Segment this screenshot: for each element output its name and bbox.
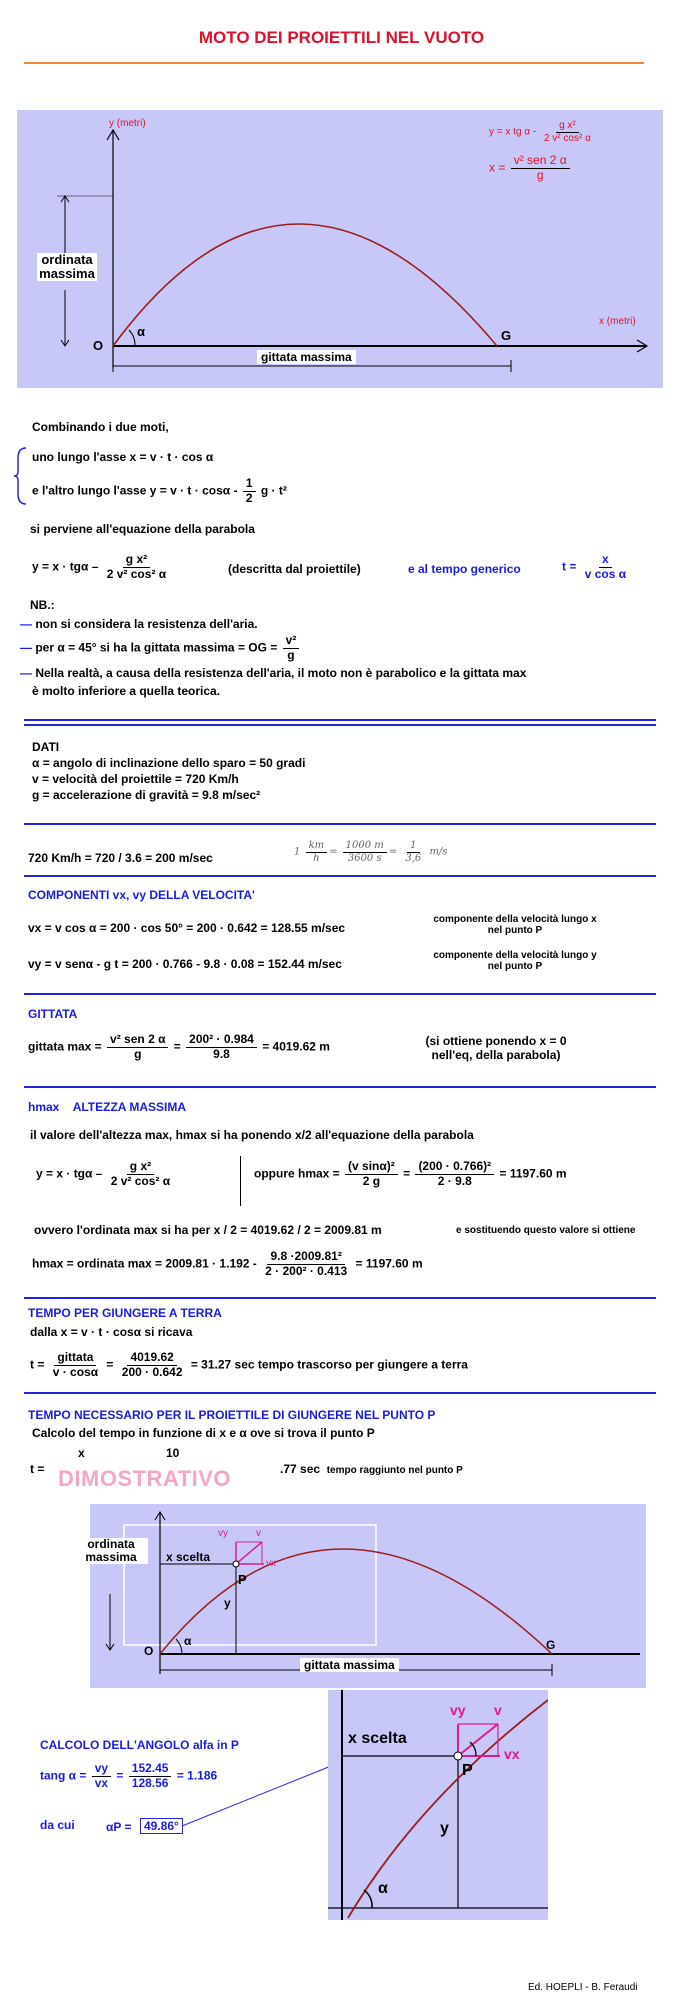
hmax-sostituendo: e sostituendo questo valore si ottiene	[456, 1225, 636, 1236]
conversion-text: 720 Km/h = 720 / 3.6 = 200 m/sec	[28, 851, 213, 865]
hmax-f1-den: 2 g	[362, 1173, 381, 1188]
nb-line2-num: v²	[283, 634, 300, 649]
intro-line2-num: 1	[243, 477, 256, 492]
d3-y: y	[440, 1820, 449, 1837]
componenti-heading: COMPONENTI vx, vy DELLA VELOCITA'	[28, 888, 255, 902]
hmax-heading	[28, 1100, 186, 1114]
tempo-p-num-10: 10	[166, 1446, 180, 1460]
divider	[24, 719, 656, 721]
g-label: G	[501, 328, 512, 343]
separator-line	[240, 1156, 241, 1206]
footer-credit: Ed. HOEPLI - B. Feraudi	[528, 1982, 638, 1993]
conv-f1-num: km	[306, 840, 328, 853]
intro-line2-den: 2	[245, 490, 253, 505]
point-p-diagram	[85, 1504, 646, 1688]
angolo-f1-num: vy	[92, 1762, 111, 1777]
tempo-p-lhs: t =	[30, 1462, 45, 1476]
tempo-terra-f1-den: v · cosα	[52, 1364, 99, 1379]
vx-line: vx = v cos α = 200 · cos 50° = 200 · 0.642 = 128.55 m/sec	[28, 921, 346, 935]
divider	[24, 1297, 656, 1299]
formula-x-lhs: x =	[489, 160, 506, 175]
conv-f3-tail: m/s	[429, 846, 448, 858]
gittata-label: gittata massima	[257, 350, 356, 364]
nb-line2-lhs: per α = 45° si ha la gittata massima = OG =	[35, 640, 278, 655]
nb-line1: — non si considera la resistenza dell'aria.	[20, 617, 258, 631]
d2-alpha: α	[184, 1634, 192, 1648]
angolo-lhs: tang α =	[40, 1768, 87, 1783]
tempo-terra-formula: t = $\frac{\text{gittata}}{v \cdot \cos\alpha}$ = $\frac{4019.62}{200 \cdot 0.642}$ = 31.27 sec tempo trascorso per giungere a terra	[30, 1350, 468, 1379]
angolo-f2-den: 128.56	[131, 1775, 169, 1790]
hmax-final-result: = 1197.60 m	[355, 1256, 423, 1271]
hmax-final	[32, 1250, 423, 1279]
d2-vy: vy	[218, 1528, 228, 1539]
t-eq-num: x	[599, 553, 612, 568]
intro-line1: uno lungo l'asse x = v · t · cos α	[32, 450, 214, 464]
hmax-f1-num: (v sinα)²	[345, 1160, 398, 1175]
hmax-heading-b: ALTEZZA MASSIMA	[72, 1100, 187, 1114]
d2-o: O	[144, 1644, 154, 1658]
dati-line1: α = angolo di inclinazione dello sparo = 50 gradi	[32, 756, 306, 770]
conv-f1-den: h	[313, 852, 320, 864]
trajectory-diagram	[17, 110, 663, 388]
formula-y-lhs: y = x tg α -	[489, 126, 537, 138]
angolo-f1-den: vx	[94, 1775, 109, 1790]
tempo-terra-dalla: dalla x = v · t · cosα si ricava	[30, 1325, 193, 1339]
formula-x	[489, 154, 572, 183]
parabola-equation	[32, 553, 171, 582]
conv-f3-den: 3,6	[405, 852, 422, 864]
d2-p: P	[238, 1572, 247, 1587]
tempo-p-calcolo: Calcolo del tempo in funzione di x e α ove si trova il punto P	[32, 1426, 375, 1440]
vy-note2: nel punto P	[487, 961, 543, 972]
angolo-alpha-p: αP =	[106, 1820, 132, 1834]
intro-line2	[32, 477, 287, 506]
conv-f2-num: 1000 m	[343, 840, 387, 853]
gittata-f2-den: 9.8	[213, 1046, 230, 1061]
hmax-final-den: 2 · 200² · 0.413	[265, 1263, 348, 1278]
d2-gittata: gittata massima	[300, 1658, 399, 1672]
tempo-p-num-x: x	[78, 1446, 85, 1460]
conversion-formula: 1 $\frac{km}{h}$ = $\frac{1000 m}{3600 s}$ = $\frac{1}{3,6}$ m/s	[294, 840, 448, 864]
d2-ordinata: ordinata massima	[74, 1538, 148, 1564]
d3-vx: vx	[504, 1746, 520, 1762]
divider	[24, 993, 656, 995]
gittata-f2-num: 200² · 0.984	[186, 1033, 257, 1048]
conv-f3-num: 1	[407, 840, 419, 853]
vy-note	[420, 950, 610, 972]
divider	[24, 1392, 656, 1394]
angolo-f2-num: 152.45	[129, 1762, 172, 1777]
tempo-p-heading: TEMPO NECESSARIO PER IL PROIETTILE DI GIUNGERE NEL PUNTO P	[28, 1408, 436, 1422]
angle-zoom-diagram	[328, 1690, 548, 1920]
divider	[24, 1086, 656, 1088]
tempo-p-result-val: .77 sec	[280, 1462, 321, 1476]
nb-line3-text: Nella realtà, a causa della resistenza dell'aria, il moto non è parabolico e la gittata max	[35, 666, 527, 680]
conv-lead: 1	[294, 846, 301, 858]
intro-line2-rhs: g · t²	[260, 483, 287, 498]
hmax-oppure-lhs: oppure hmax =	[254, 1166, 340, 1181]
divider	[24, 823, 656, 825]
gittata-note2: nell'eq, della parabola)	[431, 1048, 561, 1062]
tempo-generico-text: e al tempo generico	[408, 562, 521, 576]
x-axis-label: x (metri)	[599, 316, 636, 327]
tempo-terra-result: = 31.27 sec tempo trascorso per giungere a terra	[190, 1357, 468, 1372]
d2-vx: vx	[266, 1558, 276, 1569]
angolo-heading: CALCOLO DELL'ANGOLO alfa in P	[40, 1738, 239, 1752]
ordinata-label: ordinata massima	[37, 253, 97, 281]
divider	[24, 875, 656, 877]
t-eq-den: v cos α	[584, 566, 627, 581]
pointer-line	[180, 1760, 340, 1830]
combinando-text: Combinando i due moti,	[32, 420, 169, 434]
gittata-f1-den: g	[134, 1046, 142, 1061]
nb-line3b: è molto inferiore a quella teorica.	[32, 684, 221, 698]
hmax-f2-den: 2 · 9.8	[437, 1173, 472, 1188]
parabola-eq-lhs: y = x · tgα –	[32, 559, 99, 574]
intro-line2-lhs: e l'altro lungo l'asse y = v · t · cosα -	[32, 483, 238, 498]
tempo-terra-f2-num: 4019.62	[127, 1351, 176, 1366]
formula-y	[489, 120, 596, 144]
gittata-formula: gittata max = $\frac{\text{v² sen 2 α}}{g}$ = $\frac{\text{200² · 0.984}}{9.8}$ = 4019.62 m	[28, 1032, 330, 1061]
vy-line: vy = v senα - g t = 200 · 0.766 - 9.8 · 0.08 = 152.44 m/sec	[28, 957, 342, 971]
tempo-terra-f1-num: gittata	[54, 1351, 96, 1366]
d3-v: v	[494, 1702, 502, 1718]
hmax-eq-lhs: y = x · tgα –	[36, 1166, 103, 1181]
hmax-oppure: oppure hmax = $\frac{\text{(v sinα)²}}{2 g}$ = $\frac{\text{(200 · 0.766)²}}{2 \cdot 9.8}$ = 1197.60 m	[254, 1159, 567, 1188]
conv-f2-den: 3600 s	[347, 852, 382, 864]
tempo-terra-heading: TEMPO PER GIUNGERE A TERRA	[28, 1306, 222, 1320]
angolo-result: = 1.186	[176, 1768, 218, 1783]
hmax-final-lhs: hmax = ordinata max = 2009.81 · 1.192 -	[32, 1256, 257, 1271]
angle-label: α	[137, 324, 145, 339]
dati-line3: g = accelerazione di gravità = 9.8 m/sec²	[32, 788, 261, 802]
d3-vy: vy	[450, 1702, 466, 1718]
dati-heading: DATI	[32, 740, 60, 754]
tempo-terra-f2-den: 200 · 0.642	[121, 1364, 183, 1379]
nb-line2-den: g	[287, 647, 295, 662]
vx-note2: nel punto P	[487, 925, 543, 936]
angolo-dacui: da cui	[40, 1818, 75, 1832]
formula-y-den: 2 v² cos² α	[543, 132, 591, 144]
title-divider	[24, 62, 644, 64]
perviene-text: si perviene all'equazione della parabola	[30, 522, 255, 536]
gittata-note1: (si ottiene ponendo x = 0	[425, 1034, 567, 1048]
hmax-f2-num: (200 · 0.766)²	[415, 1160, 494, 1175]
angolo-formula: tang α = $\frac{vy}{vx}$ = $\frac{152.45}{128.56}$ = 1.186	[40, 1761, 218, 1790]
descritta-text: (descritta dal proiettile)	[228, 562, 361, 576]
hmax-final-num: 9.8 ·2009.81²	[267, 1250, 344, 1265]
d2-y: y	[224, 1596, 231, 1610]
brace-icon	[14, 446, 28, 506]
gittata-note	[416, 1034, 576, 1062]
d2-g: G	[546, 1638, 556, 1652]
nb-line1-text: non si considera la resistenza dell'aria.	[35, 617, 258, 631]
nb-heading: NB.:	[30, 598, 55, 612]
nb-line3: — Nella realtà, a causa della resistenza dell'aria, il moto non è parabolico e la gittata max	[20, 666, 527, 680]
hmax-ovvero: ovvero l'ordinata max si ha per x / 2 = 4019.62 / 2 = 2009.81 m	[34, 1223, 382, 1237]
gittata-heading: GITTATA	[28, 1007, 78, 1021]
vy-note1: componente della velocità lungo y	[433, 950, 597, 961]
formula-x-den: g	[536, 167, 544, 182]
d2-v: v	[256, 1528, 261, 1539]
t-eq-lhs: t =	[562, 559, 577, 574]
hmax-equation	[36, 1160, 175, 1189]
tempo-p-result	[280, 1462, 463, 1476]
angolo-value: 49.86°	[140, 1818, 183, 1834]
d3-p: P	[462, 1762, 473, 1779]
tempo-p-note: tempo raggiunto nel punto P	[326, 1465, 463, 1476]
parabola-eq-den: 2 v² cos² α	[106, 566, 167, 581]
vx-note1: componente della velocità lungo x	[433, 914, 597, 925]
origin-label: O	[93, 338, 104, 353]
d2-x-scelta: x scelta	[166, 1550, 211, 1564]
d3-x-scelta: x scelta	[348, 1730, 407, 1747]
hmax-heading-a: hmax	[28, 1100, 60, 1114]
dati-line2: v = velocità del proiettile = 720 Km/h	[32, 772, 239, 786]
page-title: MOTO DEI PROIETTILI NEL VUOTO	[198, 28, 485, 47]
hmax-eq-num: g x²	[127, 1160, 154, 1175]
vx-note	[420, 914, 610, 936]
formula-x-num: v² sen 2 α	[511, 154, 570, 169]
hmax-result: = 1197.60 m	[499, 1166, 567, 1181]
d3-alpha: α	[378, 1880, 388, 1897]
dimostrativo-watermark: DIMOSTRATIVO	[58, 1466, 232, 1491]
gittata-result: = 4019.62 m	[262, 1039, 330, 1054]
gittata-f1-num: v² sen 2 α	[107, 1033, 168, 1048]
gittata-lhs: gittata max =	[28, 1039, 102, 1054]
y-axis-label: y (metri)	[109, 118, 146, 129]
hmax-intro: il valore dell'altezza max, hmax si ha ponendo x/2 all'equazione della parabola	[30, 1128, 474, 1142]
parabola-eq-num: g x²	[123, 553, 150, 568]
formula-y-num: g x²	[556, 120, 579, 133]
tempo-terra-lhs: t =	[30, 1357, 45, 1372]
hmax-eq-den: 2 v² cos² α	[110, 1173, 171, 1188]
divider	[24, 724, 656, 726]
t-equation	[562, 553, 631, 582]
nb-line2: — per α = 45° si ha la gittata massima = OG = $\frac{\text{v²}}{g}$	[20, 634, 301, 663]
